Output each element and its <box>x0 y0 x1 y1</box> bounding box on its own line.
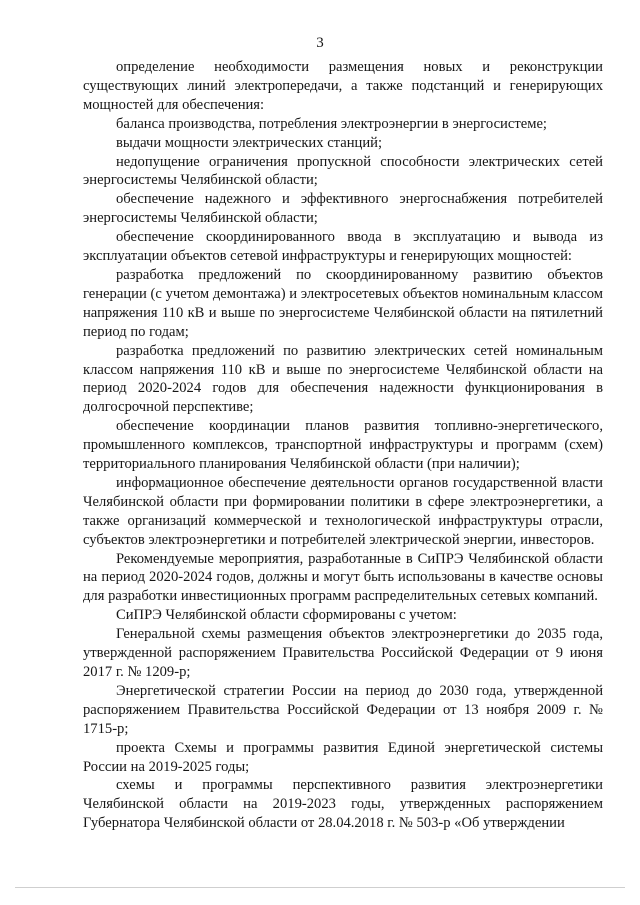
paragraph: обеспечение скоординированного ввода в эксплуатацию и вывода из эксплуатации объектов сетевой инфраструктуры и генерирующих мощностей: <box>83 229 603 265</box>
paragraph: недопущение ограничения пропускной способности электрических сетей энергосистемы Челябинской области; <box>83 153 603 189</box>
paragraph: выдачи мощности электрических станций; <box>116 134 382 151</box>
paragraph: обеспечение надежного и эффективного энергоснабжения потребителей энергосистемы Челябинской области; <box>83 191 603 227</box>
document-body <box>83 58 603 833</box>
page-number: 3 <box>316 35 324 51</box>
paragraph: Рекомендуемые мероприятия, разработанные в СиПРЭ Челябинской области на период 2020-2024 годов, должны и могут быть использованы в качестве основы для разработки инвестиционных программ распределительных сетевых компаний. <box>83 550 603 605</box>
paragraph: определение необходимости размещения новых и реконструкции существующих линий электропередачи, а также подстанций и генерирующих мощностей для обеспечения: <box>83 59 603 113</box>
paragraph: разработка предложений по развитию электрических сетей номинальным классом напряжения 110 кВ и выше по энергосистеме Челябинской области на период 2020-2024 годов для обеспечения надежности функционирования в долгосрочной перспективе; <box>83 342 603 416</box>
paragraph: Генеральной схемы размещения объектов электроэнергетики до 2035 года, утвержденной распоряжением Правительства Российской Федерации от 9 июня 2017 г. № 1209-р; <box>83 626 603 680</box>
paragraph: обеспечение координации планов развития топливно-энергетического, промышленного комплексов, транспортной инфраструктуры и программ (схем) территориального планирования Челябинской области (при наличии); <box>83 418 603 473</box>
paragraph: баланса производства, потребления электроэнергии в энергосистеме; <box>116 115 547 132</box>
paragraph: схемы и программы перспективного развития электроэнергетики Челябинской области на 2019-2023 годы, утвержденных распоряжением Губернатора Челябинской области от 28.04.2018 г. № 503-р «Об утверждении <box>83 777 603 832</box>
paragraph: Энергетической стратегии России на период до 2030 года, утвержденной распоряжением Правительства Российской Федерации от 13 ноября 2009 г. № 1715-р; <box>83 682 603 737</box>
paragraph: информационное обеспечение деятельности органов государственной власти Челябинской области при формировании политики в сфере электроэнергетики, а также организаций коммерческой и технологической инфраструктуры отрасли, субъектов электроэнергетики и потребителей электрической энергии, инвесторов. <box>83 474 603 548</box>
paragraph: проекта Схемы и программы развития Единой энергетической системы России на 2019-2025 годы; <box>83 739 603 775</box>
paragraph: разработка предложений по скоординированному развитию объектов генерации (с учетом демонтажа) и электросетевых объектов номинальным классом напряжения 110 кВ и выше по энергосистеме Челябинской области на пятилетний период по годам; <box>83 266 603 340</box>
paragraph: СиПРЭ Челябинской области сформированы с учетом: <box>116 607 457 624</box>
scan-edge-line <box>15 887 625 888</box>
